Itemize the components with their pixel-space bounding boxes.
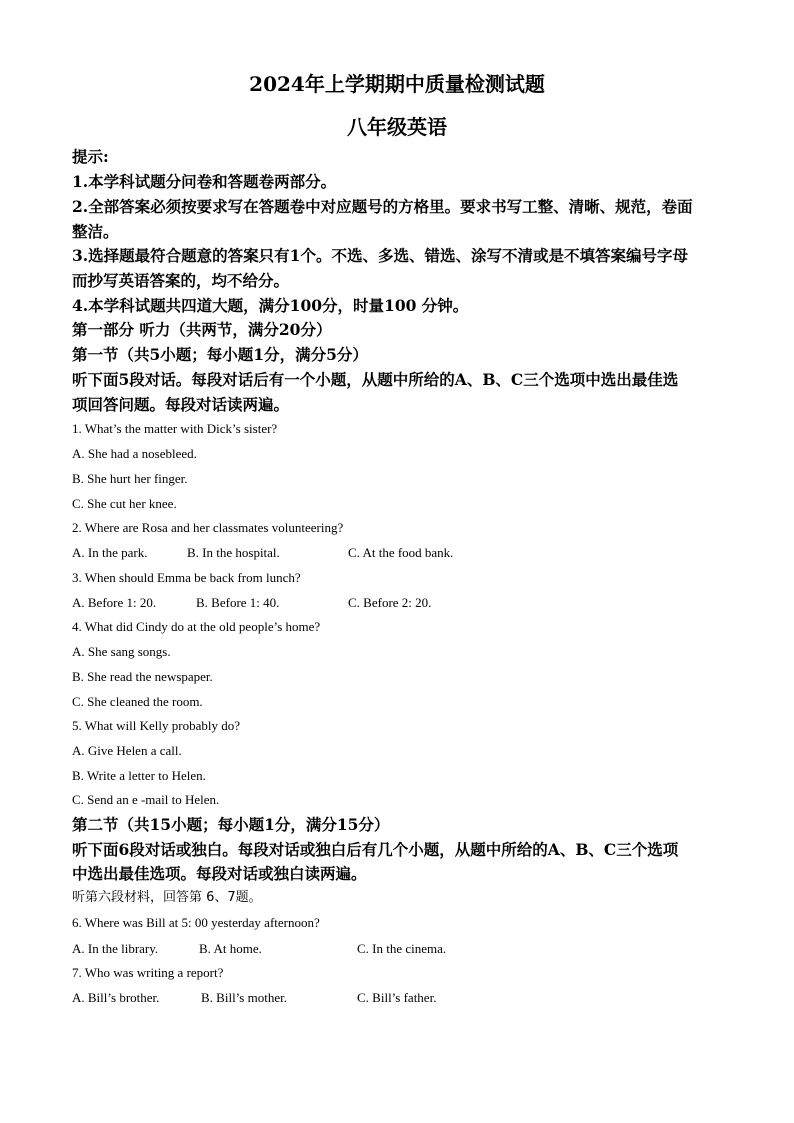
option-b: B. In the hospital. xyxy=(187,545,280,560)
section1-instruction: 听下面5段对话。每段对话后有一个小题，从题中所给的A、B、C三个选项中选出最佳选 xyxy=(72,370,679,389)
note-item: 1.本学科试题分问卷和答题卷两部分。 xyxy=(72,172,337,191)
material-note: 听第六段材料，回答第 6、7题。 xyxy=(72,890,262,905)
option-c: C. Before 2: 20. xyxy=(348,595,432,610)
note-item: 2.全部答案必须按要求写在答题卷中对应题号的方格里。要求书写工整、清晰、规范，卷面 xyxy=(72,197,693,216)
note-item: 而抄写英语答案的，均不给分。 xyxy=(72,271,290,290)
note-item: 3.选择题最符合题意的答案只有1个。不选、多选、错选、涂写不清或是不填答案编号字母 xyxy=(72,246,688,265)
question-text: 6. Where was Bill at 5: 00 yesterday afternoon? xyxy=(72,915,320,930)
option-c: C. At the food bank. xyxy=(348,545,454,560)
option-a: A. She sang songs. xyxy=(72,644,171,659)
option-c: C. Bill’s father. xyxy=(357,990,437,1005)
section2-instruction: 听下面6段对话或独白。每段对话或独白后有几个小题，从题中所给的A、B、C三个选项 xyxy=(72,840,679,859)
option-b: B. Write a letter to Helen. xyxy=(72,768,206,783)
section1-instruction: 项回答问题。每段对话读两遍。 xyxy=(72,395,290,414)
option-a: A. In the library. xyxy=(72,941,159,956)
question-text: 5. What will Kelly probably do? xyxy=(72,718,241,733)
option-c: C. She cut her knee. xyxy=(72,496,177,511)
question-text: 3. When should Emma be back from lunch? xyxy=(72,570,301,585)
option-b: B. She hurt her finger. xyxy=(72,471,188,486)
question-text: 4. What did Cindy do at the old people’s home? xyxy=(72,619,321,634)
option-a: A. Bill’s brother. xyxy=(72,990,160,1005)
option-b: B. She read the newspaper. xyxy=(72,669,213,684)
question-text: 7. Who was writing a report? xyxy=(72,965,224,980)
option-c: C. In the cinema. xyxy=(357,941,447,956)
note-item: 整洁。 xyxy=(72,222,119,241)
option-c: C. Send an e -mail to Helen. xyxy=(72,792,220,807)
option-b: B. Bill’s mother. xyxy=(201,990,287,1005)
section2-instruction: 中选出最佳选项。每段对话或独白读两遍。 xyxy=(72,864,367,883)
exam-subtitle: 八年级英语 xyxy=(347,115,447,139)
notes-label: 提示: xyxy=(72,147,109,166)
option-c: C. She cleaned the room. xyxy=(72,694,203,709)
part1-heading: 第一部分 听力（共两节，满分20分） xyxy=(72,320,332,339)
section1-heading: 第一节（共5小题；每小题1分，满分5分） xyxy=(72,345,368,364)
section2-heading: 第二节（共15小题；每小题1分，满分15分） xyxy=(72,815,390,834)
option-a: A. Before 1: 20. xyxy=(72,595,157,610)
option-a: A. She had a nosebleed. xyxy=(72,446,197,461)
exam-title: 2024年上学期期中质量检测试题 xyxy=(249,72,545,96)
option-b: B. At home. xyxy=(199,941,262,956)
note-item: 4.本学科试题共四道大题，满分100分，时量100 分钟。 xyxy=(72,296,469,315)
option-a: A. In the park. xyxy=(72,545,148,560)
option-a: A. Give Helen a call. xyxy=(72,743,182,758)
option-b: B. Before 1: 40. xyxy=(196,595,280,610)
question-text: 1. What’s the matter with Dick’s sister? xyxy=(72,421,278,436)
question-text: 2. Where are Rosa and her classmates volunteering? xyxy=(72,520,344,535)
